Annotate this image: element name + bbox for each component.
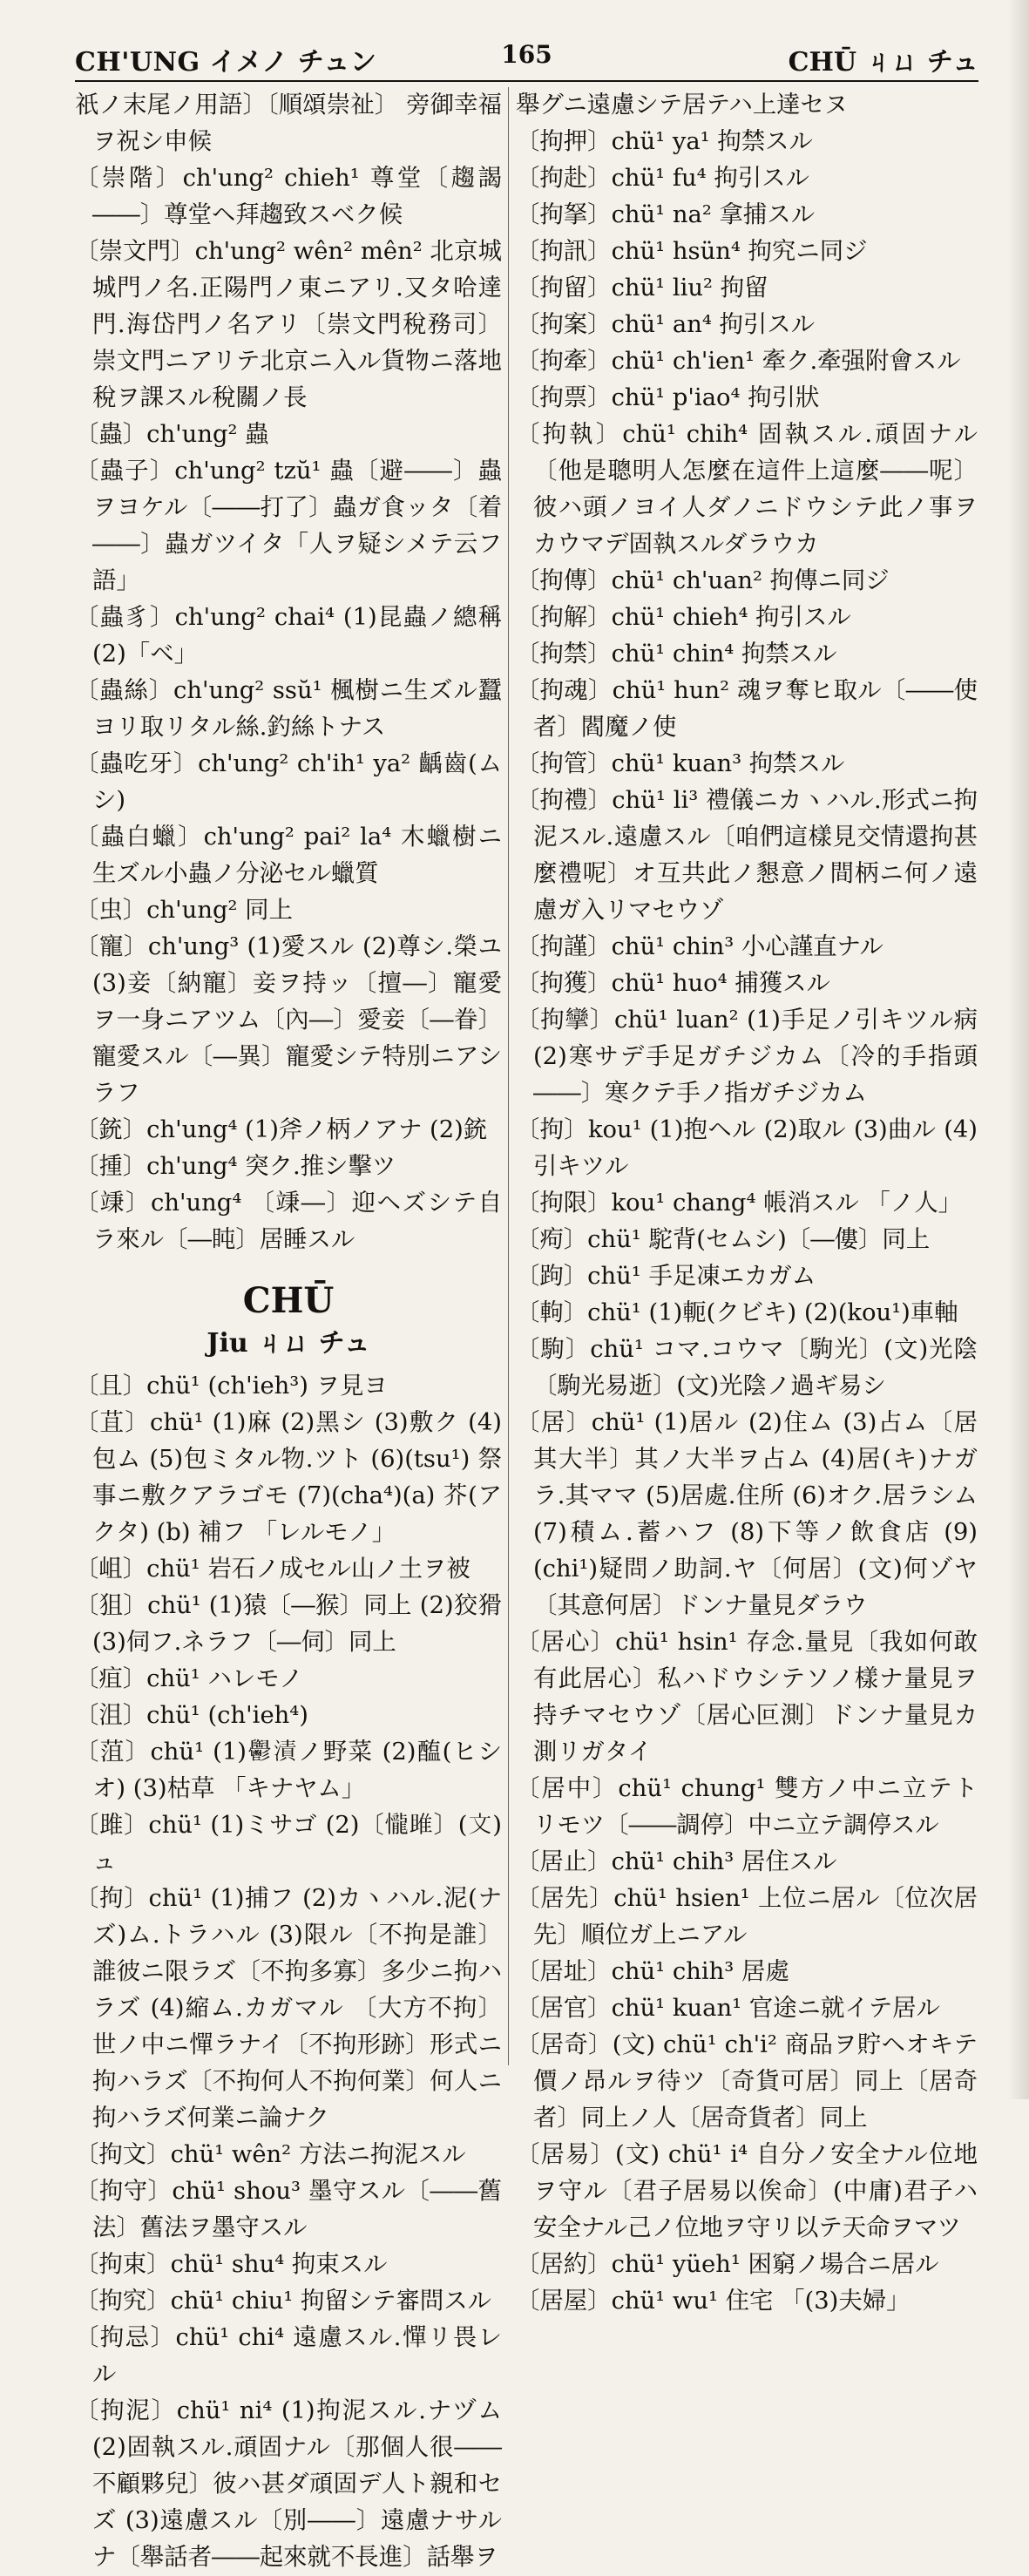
dictionary-entry: 〔駒〕chü¹ コマ.コウマ〔駒光〕(文)光陰〔駒光易逝〕(文)光陰ノ過ギ易シ (516, 1336, 978, 1400)
dictionary-entry: 〔蟲子〕ch'ung² tzŭ¹ 蟲〔避――〕蟲ヲヨケル〔――打了〕蟲ガ食ッタ〔着――〕蟲ガツイタ「人ヲ疑シメテ云フ語」 (75, 458, 502, 594)
dictionary-entry: 〔蟲吃牙〕ch'ung² ch'ih¹ ya² 齲齒(ムシ) (75, 750, 502, 814)
dictionary-entry: 舉グニ遠慮シテ居テハ上達セヌ (516, 92, 849, 119)
dictionary-entry: 〔沮〕chü¹ (ch'ieh⁴) (75, 1702, 308, 1729)
dictionary-entry: 〔拘赴〕chü¹ fu⁴ 拘引スル (516, 165, 809, 192)
dictionary-entry: 〔崇文門〕ch'ung² wên² mên² 北京城城門ノ名.正陽門ノ東ニアリ.又タ哈達門.海岱門ノ名アリ〔崇文門稅務司〕崇文門ニアリテ北京ニ入ル貨物ニ落地稅ヲ課スル稅關ノ長 (75, 238, 502, 411)
page-edge-shadow (1008, 0, 1029, 2099)
dictionary-entry: 〔拘禁〕chü¹ chin⁴ 拘禁スル (516, 641, 837, 668)
dictionary-entry: 〔拘拏〕chü¹ na² 拿捕スル (516, 201, 816, 228)
dictionary-entry: 〔居止〕chü¹ chih³ 居住スル (516, 1848, 837, 1875)
page-number: 165 (501, 40, 552, 69)
dictionary-entry: 〔居易〕(文) chü¹ i⁴ 自分ノ安全ナル位地ヲ守ル〔君子居易以俟命〕(中庸)君子ハ安全ナル己ノ位地ヲ守リ以テ天命ヲマツ (516, 2141, 978, 2241)
dictionary-entry: 〔崇階〕ch'ung² chieh¹ 尊堂〔趨謁――〕尊堂ヘ拜趨致スベク候 (75, 165, 502, 228)
dictionary-entry: 〔拘傳〕chü¹ ch'uan² 拘傳ニ同ジ (516, 567, 890, 594)
column-divider (508, 87, 509, 2065)
dictionary-entry: 〔痀〕chü¹ 駝背(セムシ)〔―僂〕同上 (516, 1226, 931, 1253)
dictionary-entry: 〔疽〕chü¹ ハレモノ (75, 1665, 303, 1692)
dictionary-entry: 〔菹〕chü¹ (1)𩰪漬ノ野菜 (2)醢(ヒシオ) (3)枯草 「キナヤム」 (75, 1739, 502, 1802)
header-right-keyword: CHŪ ㄐㄩ チュ (788, 47, 978, 78)
dictionary-entry: 〔雎〕chü¹ (1)ミサゴ (2)〔𢤱雎〕(文)ュ (75, 1812, 502, 1875)
dictionary-entry: 〔跔〕chü¹ 手足凍エカガム (516, 1263, 816, 1290)
dictionary-entry: 〔寵〕ch'ung³ (1)愛スル (2)尊シ.榮ユ (3)妾〔納寵〕妾ヲ持ッ〔擅―〕寵愛ヲ一身ニアツム〔內―〕愛妾〔―眷〕寵愛スル〔―異〕寵愛シテ特別ニアシラフ (75, 933, 502, 1107)
dictionary-entry: 〔虫〕ch'ung² 同上 (75, 897, 293, 924)
right-column (516, 87, 978, 2315)
dictionary-entry: 〔𥪕〕ch'ung⁴ 〔𥪕―〕迎ヘズシテ自ラ來ル〔―盹〕居睡スル (75, 1190, 502, 1253)
dictionary-entry: 〔蟲豸〕ch'ung² chai⁴ (1)昆蟲ノ總稱 (2)「ベ」 (75, 604, 502, 668)
dictionary-entry: 〔蟲白蠟〕ch'ung² pai² la⁴ 木蠟樹ニ生ズル小蟲ノ分泌セル蠟質 (75, 824, 502, 887)
dictionary-entry: 〔拘〕kou¹ (1)抱ヘル (2)取ル (3)曲ル (4)引キツル (516, 1116, 978, 1180)
dictionary-entry: 〔岨〕chü¹ 岩石ノ成セル山ノ土ヲ被 (75, 1556, 470, 1583)
dictionary-entry: 〔拘票〕chü¹ p'iao⁴ 拘引狀 (516, 384, 820, 411)
dictionary-entry: 〔居心〕chü¹ hsin¹ 存念.量見〔我如何敢有此居心〕私ハドウシテソノ樣ナ量見ヲ持チマセウゾ〔居心叵測〕ドンナ量見カ測リガタイ (516, 1629, 978, 1766)
dictionary-entry: 〔拘守〕chü¹ shou³ 墨守スル〔――舊法〕舊法ヲ墨守スル (75, 2178, 502, 2241)
dictionary-entry: 〔拘泥〕chü¹ ni⁴ (1)拘泥スル.ナヅム (2)固執スル.頑固ナル〔那個人很――不顧夥兒〕彼ハ甚ダ頑固デ人ト親和セズ (3)遠慮スル〔別――〕遠慮ナサルナ〔舉話者――起來就不長進〕話舉ヲ (75, 2397, 502, 2571)
dictionary-entry: 〔拘魂〕chü¹ hun² 魂ヲ奪ヒ取ル〔――使者〕閻魔ノ使 (516, 677, 978, 741)
dictionary-entry: 〔拘留〕chü¹ liu² 拘留 (516, 275, 768, 302)
dictionary-entry: 祇ノ末尾ノ用語〕〔順頌崇祉〕 旁御幸福ヲ祝シ申候 (75, 92, 502, 155)
dictionary-entry: 〔拘攣〕chü¹ luan² (1)手足ノ引キツル病 (2)寒サデ手足ガチジカム〔冷的手指頭――〕寒クテ手ノ指ガチジカム (516, 1007, 978, 1107)
dictionary-entry: 〔拘獲〕chü¹ huo⁴ 捕獲スル (516, 970, 830, 997)
dictionary-entry: 〔居約〕chü¹ yüeh¹ 困窮ノ場合ニ居ル (516, 2251, 939, 2278)
dictionary-entry: 〔蟲〕ch'ung² 蟲 (75, 421, 269, 448)
left-column (75, 87, 502, 2571)
dictionary-entry: 〔居址〕chü¹ chih³ 居處 (516, 1958, 789, 1985)
dictionary-entry: 〔拘忌〕chü¹ chi⁴ 遠慮スル.憚リ畏レル (75, 2324, 502, 2388)
page-header (75, 19, 978, 82)
dictionary-entry: 〔拘束〕chü¹ shu⁴ 拘束スル (75, 2251, 388, 2278)
header-left-keyword: CH'UNG イメノ チュン (75, 47, 377, 78)
dictionary-entry: 〔拘〕chü¹ (1)捕フ (2)カヽハル.泥(ナズ)ム.トラハル (3)限ル〔不拘是誰〕誰彼ニ限ラズ〔不拘多寡〕多少ニ拘ハラズ (4)縮ム.カガマル 〔大方不拘〕世ノ中ニ憚ラナイ〔不拘形跡〕形式ニ拘ハラズ〔不拘何人不拘何業〕何人ニ拘ハラズ何業ニ論ナク (75, 1885, 502, 2132)
dictionary-entry: 〔居中〕chü¹ chung¹ 雙方ノ中ニ立テトリモツ〔――調停〕中ニ立テ調停スル (516, 1775, 978, 1839)
section-heading: CHŪ (242, 1280, 335, 1321)
dictionary-entry: 〔拘解〕chü¹ chieh⁴ 拘引スル (516, 604, 851, 631)
dictionary-entry: 〔銃〕ch'ung⁴ (1)斧ノ柄ノアナ (2)銃 (75, 1116, 488, 1143)
dictionary-entry: 〔拘文〕chü¹ wên² 方法ニ拘泥スル (75, 2141, 466, 2168)
dictionary-entry: 〔居先〕chü¹ hsien¹ 上位ニ居ル〔位次居先〕順位ガ上ニアル (516, 1885, 978, 1949)
dictionary-entry: 〔拘訊〕chü¹ hsün⁴ 拘究ニ同ジ (516, 238, 868, 265)
dictionary-entry: 〔狙〕chü¹ (1)猿〔―猴〕同上 (2)狡猾 (3)伺フ.ネラフ〔―伺〕同上 (75, 1592, 502, 1656)
dictionary-entry: 〔拘究〕chü¹ chiu¹ 拘留シテ審問スル (75, 2288, 492, 2315)
dictionary-entry: 〔拘謹〕chü¹ chin³ 小心謹直ナル (516, 933, 883, 960)
dictionary-entry: 〔且〕chü¹ (ch'ieh³) ヲ見ヨ (75, 1373, 388, 1400)
section-subheading: Jiu ㄐㄩ チュ (206, 1328, 370, 1359)
dictionary-entry: 〔揰〕ch'ung⁴ 突ク.推シ擊ツ (75, 1153, 396, 1180)
dictionary-entry: 〔拘限〕kou¹ chang⁴ 帳消スル 「ノ人」 (516, 1190, 962, 1217)
dictionary-entry: 〔拘管〕chü¹ kuan³ 拘禁スル (516, 750, 845, 777)
dictionary-entry: 〔居奇〕(文) chü¹ ch'i² 商品ヲ貯ヘオキテ價ノ昂ルヲ待ツ〔奇貨可居〕同上〔居奇者〕同上ノ人〔居奇貨者〕同上 (516, 2031, 978, 2132)
dictionary-entry: 〔居屋〕chü¹ wu¹ 住宅 「(3)夫婦」 (516, 2288, 911, 2315)
dictionary-entry: 〔蟲絲〕ch'ung² ssŭ¹ 楓樹ニ生ズル蠶ヨリ取リタル絲.釣絲トナス (75, 677, 502, 741)
dictionary-entry: 〔拘押〕chü¹ ya¹ 拘禁スル (516, 128, 813, 155)
dictionary-entry: 〔居〕chü¹ (1)居ル (2)住ム (3)占ム〔居其大半〕其ノ大半ヲ占ム (4)居(キ)ナガラ.其ママ (5)居處.住所 (6)オク.居ラシム (7)積ム.蓄ハフ (8)下等ノ飲食店 (9)(chi¹)疑問ノ助詞.ヤ〔何居〕(文)何ゾヤ〔其意何居〕ドンナ量見ダラウ (516, 1409, 978, 1619)
dictionary-entry: 〔居官〕chü¹ kuan¹ 官途ニ就イテ居ル (516, 1995, 940, 2022)
dictionary-entry: 〔拘牽〕chü¹ ch'ien¹ 牽ク.牽强附會スル (516, 348, 961, 375)
dictionary-entry: 〔苴〕chü¹ (1)麻 (2)黑シ (3)敷ク (4)包ム (5)包ミタル物.ツト (6)(tsu¹) 祭事ニ敷クアラゴモ (7)(cha⁴)(a) 芥(アクタ) (b) 補フ 「レルモノ」 (75, 1409, 502, 1546)
dictionary-entry: 〔軥〕chü¹ (1)軛(クビキ) (2)(kou¹)車軸 (516, 1299, 958, 1326)
dictionary-entry: 〔拘禮〕chü¹ li³ 禮儀ニカヽハル.形式ニ拘泥スル.遠慮スル〔咱們這樣見交情還拘甚麼禮呢〕オ互共此ノ懇意ノ間柄ニ何ノ遠慮ガ入リマセウゾ (516, 787, 978, 924)
dictionary-entry: 〔拘案〕chü¹ an⁴ 拘引スル (516, 311, 816, 338)
dictionary-entry: 〔拘執〕chü¹ chih⁴ 固執スル.頑固ナル〔他是聰明人怎麼在這件上這麼――呢〕彼ハ頭ノヨイ人ダノニドウシテ此ノ事ヲカウマデ固執スルダラウカ (516, 421, 978, 558)
